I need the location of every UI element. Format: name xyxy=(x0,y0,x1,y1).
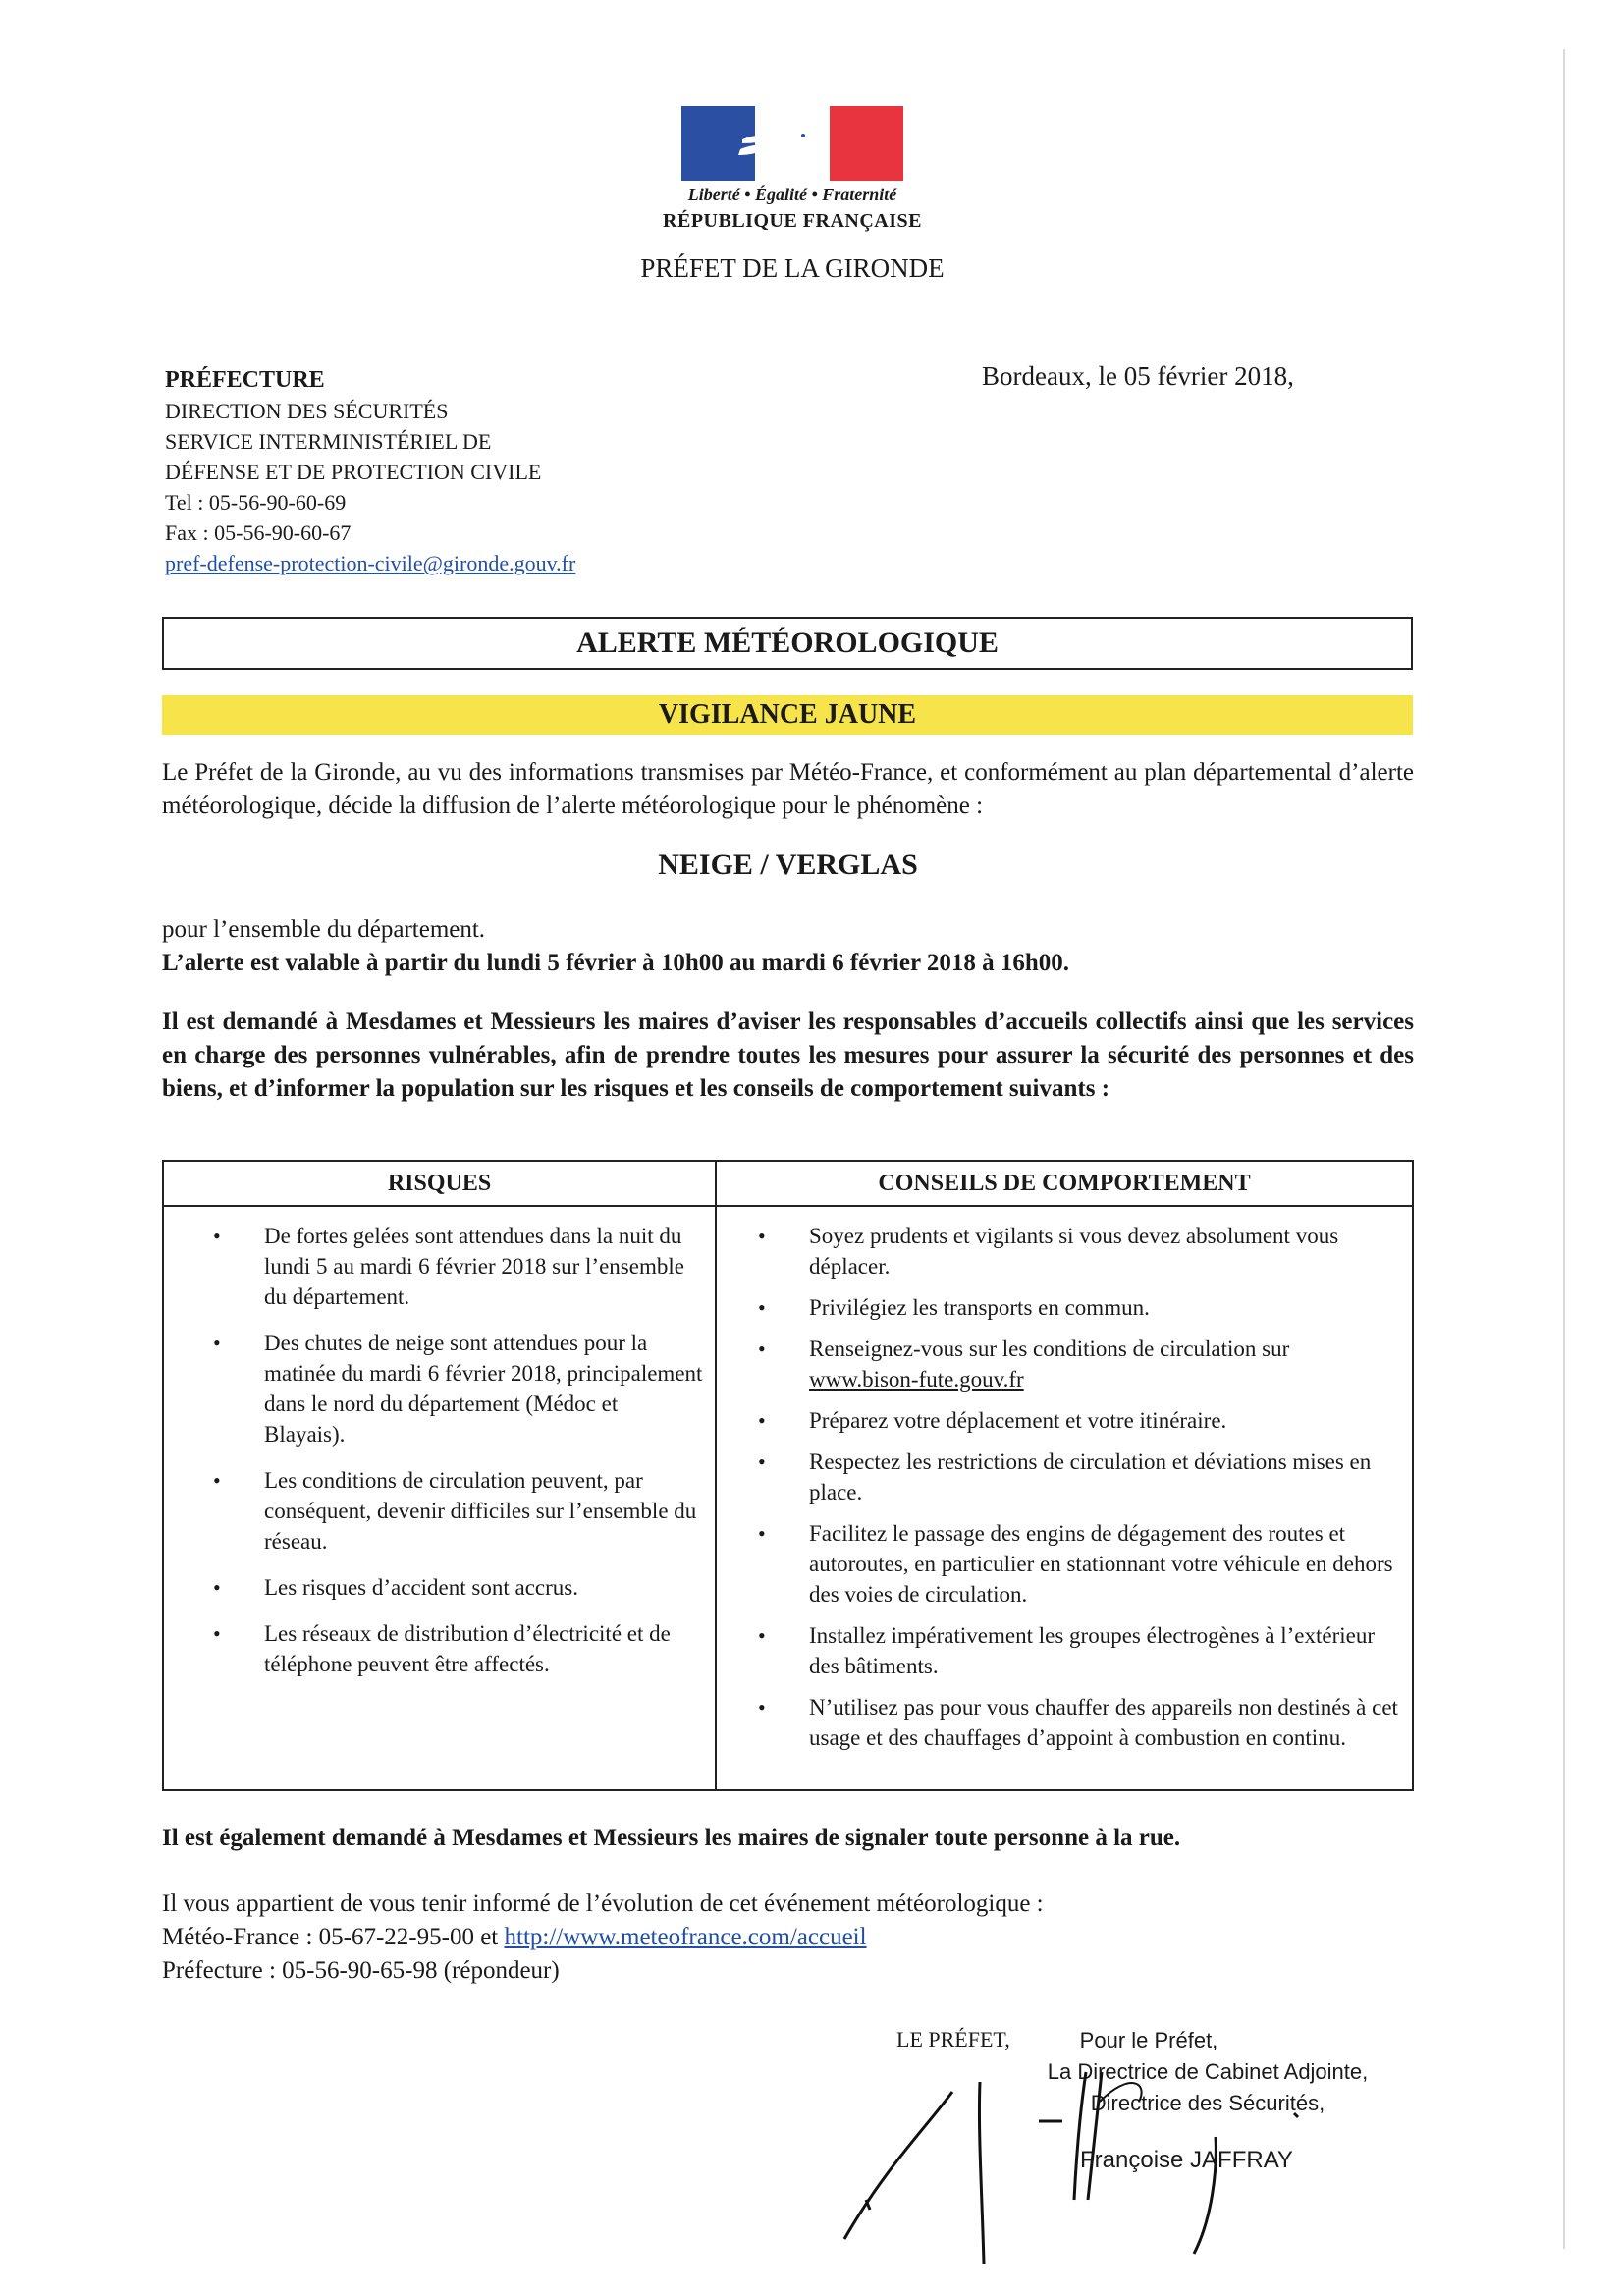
scan-edge xyxy=(1563,49,1565,2249)
advice-column xyxy=(758,1221,1401,1764)
street-request: Il est également demandé à Mesdames et Messieurs les maires de signaler toute personne à la rue. xyxy=(162,1825,1181,1851)
signature-for: Pour le Préfet, xyxy=(1079,2028,1218,2052)
sender-email-link[interactable]: pref-defense-protection-civile@gironde.gouv.fr xyxy=(165,551,576,575)
mayor-request: Il est demandé à Mesdames et Messieurs les maires d’aviser les responsables d’accueils collectifs ainsi que les services en charge des personnes vulnérables, afin de prendre toutes les mesures pour assurer la sécurité des personnes et des biens, et d’informer la population sur les risques et les conseils de comportement suivants : xyxy=(162,1009,1414,1102)
risks-column xyxy=(213,1221,704,1695)
advice-item: • Soyez prudents et vigilants si vous devez absolument vous déplacer. xyxy=(758,1221,1401,1282)
risk-item: • Les risques d’accident sont accrus. xyxy=(213,1572,704,1603)
alert-validity: L’alerte est valable à partir du lundi 5 février à 10h00 au mardi 6 février 2018 à 16h00. xyxy=(162,950,1070,976)
meteofrance-link[interactable]: http://www.meteofrance.com/accueil xyxy=(504,1924,867,1950)
advice-item: • Privilégiez les transports en commun. xyxy=(758,1292,1401,1323)
table-divider xyxy=(715,1162,717,1789)
meteo-line xyxy=(162,1921,1044,1954)
sender-block xyxy=(165,365,575,578)
bison-fute-link[interactable]: www.bison-fute.gouv.fr xyxy=(809,1367,1024,1392)
marianne-profile-icon xyxy=(681,106,903,181)
handwritten-signature xyxy=(805,2052,1355,2269)
republic-name: RÉPUBLIQUE FRANÇAISE xyxy=(663,210,922,232)
sender-tel: Tel : 05-56-90-60-69 xyxy=(165,490,347,515)
signature-title: LE PRÉFET, xyxy=(896,2027,1010,2051)
advice-item-with-link xyxy=(758,1334,1401,1394)
prefecture-phone: Préfecture : 05-56-90-65-98 (répondeur) xyxy=(162,1957,560,1984)
signature-role2: Directrice des Sécurités, xyxy=(1090,2091,1325,2115)
sender-direction: DIRECTION DES SÉCURITÉS xyxy=(165,399,449,423)
advice-item: • Facilitez le passage des engins de dégagement des routes et autoroutes, en particulier en stationnant votre véhicule en dehors des voies de circulation. xyxy=(758,1518,1401,1610)
republic-motto: Liberté • Égalité • Fraternité xyxy=(687,185,897,204)
table-header-divider xyxy=(164,1205,1412,1207)
advice-header: CONSEILS DE COMPORTEMENT xyxy=(878,1170,1251,1196)
risk-item: • Les réseaux de distribution d’électricité et de téléphone peuvent être affectés. xyxy=(213,1618,704,1679)
info-text: Il vous appartient de vous tenir informé de l’évolution de cet événement météorologique : xyxy=(162,1890,1044,1917)
risks-header: RISQUES xyxy=(387,1170,492,1196)
advice-item: • Préparez votre déplacement et votre itinéraire. xyxy=(758,1405,1401,1436)
risk-item: • Des chutes de neige sont attendues pour la matinée du mardi 6 février 2018, principalement dans le nord du département (Médoc et Blayais). xyxy=(213,1328,704,1449)
vigilance-level: VIGILANCE JAUNE xyxy=(162,695,1413,735)
info-block xyxy=(162,1887,1044,1988)
risks-advice-table xyxy=(162,1160,1414,1791)
sender-service-line1: SERVICE INTERMINISTÉRIEL DE xyxy=(165,429,492,454)
marianne-logo xyxy=(681,106,903,181)
alert-scope: pour l’ensemble du département. xyxy=(162,916,486,943)
alert-phenomenon: NEIGE / VERGLAS xyxy=(658,848,918,881)
sender-service-line2: DÉFENSE ET DE PROTECTION CIVILE xyxy=(165,460,542,484)
advice-item: • Respectez les restrictions de circulation et déviations mises en place. xyxy=(758,1447,1401,1507)
prefect-title: PRÉFET DE LA GIRONDE xyxy=(640,253,945,283)
alert-title: ALERTE MÉTÉOROLOGIQUE xyxy=(162,617,1413,670)
sender-org: PRÉFECTURE xyxy=(165,367,325,393)
advice-item: • N’utilisez pas pour vous chauffer des appareils non destinés à cet usage et des chauffages d’appoint à combustion en continu. xyxy=(758,1692,1401,1753)
document-date: Bordeaux, le 05 février 2018, xyxy=(982,361,1294,391)
sender-fax: Fax : 05-56-90-60-67 xyxy=(165,520,352,545)
risk-item: • De fortes gelées sont attendues dans la nuit du lundi 5 au mardi 6 février 2018 sur l’ensemble du département. xyxy=(213,1221,704,1312)
alert-intro: Le Préfet de la Gironde, au vu des informations transmises par Météo-France, et conformément au plan départemental d’alerte météorologique, décide la diffusion de l’alerte météorologique pour le phénomène : xyxy=(162,759,1414,819)
meteo-label: Météo-France : 05-67-22-95-00 et xyxy=(162,1924,499,1950)
signatory-name: Françoise JAFFRAY xyxy=(1080,2147,1293,2173)
advice-text: Renseignez-vous sur les conditions de circulation sur xyxy=(809,1337,1290,1361)
signature-role1: La Directrice de Cabinet Adjointe, xyxy=(1047,2059,1369,2084)
risk-item: • Les conditions de circulation peuvent, par conséquent, devenir difficiles sur l’ensemble du réseau. xyxy=(213,1465,704,1557)
advice-item: • Installez impérativement les groupes électrogènes à l’extérieur des bâtiments. xyxy=(758,1620,1401,1681)
